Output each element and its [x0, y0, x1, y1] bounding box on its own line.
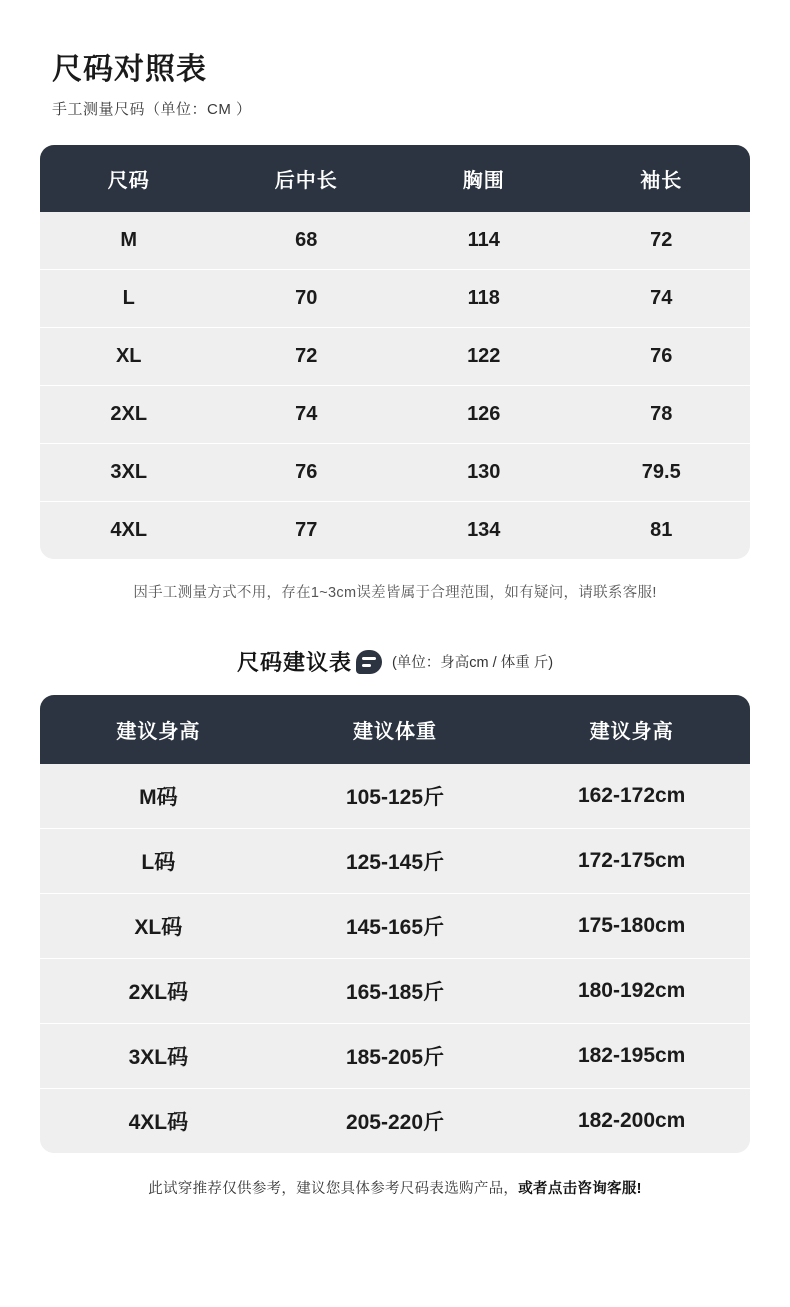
table-row	[40, 1089, 750, 1154]
cell-back-length: 76	[218, 444, 396, 502]
disclaimer-text: 此试穿推荐仅供参考，建议您具体参考尺码表选购产品，	[148, 1181, 519, 1197]
size-chart-table-body	[40, 212, 750, 559]
cell-sleeve: 78	[573, 386, 751, 444]
page-title: 尺码对照表	[52, 53, 207, 86]
contact-service-link[interactable]: 或者点击咨询客服!	[518, 1181, 642, 1197]
cell-height: 182-195cm	[513, 1024, 750, 1089]
table-row	[40, 764, 750, 829]
cell-size: 3XL码	[40, 1024, 277, 1089]
table-row	[40, 444, 750, 502]
table-row	[40, 328, 750, 386]
recommendation-table-container	[40, 695, 750, 1153]
cell-sleeve: 81	[573, 502, 751, 560]
cell-back-length: 74	[218, 386, 396, 444]
size-chart-table	[40, 145, 750, 559]
cell-bust: 122	[395, 328, 573, 386]
cell-size: L	[40, 270, 218, 328]
table-row	[40, 502, 750, 560]
column-header-sleeve: 袖长	[573, 145, 751, 212]
table-row	[40, 1024, 750, 1089]
table-row	[40, 212, 750, 270]
cell-size: M码	[40, 764, 277, 829]
table-header-row	[40, 145, 750, 212]
cell-height: 172-175cm	[513, 829, 750, 894]
cell-size: 3XL	[40, 444, 218, 502]
table-row	[40, 959, 750, 1024]
cell-size: 4XL	[40, 502, 218, 560]
cell-size: 4XL码	[40, 1089, 277, 1154]
cell-weight: 205-220斤	[277, 1089, 514, 1154]
cell-bust: 118	[395, 270, 573, 328]
cell-size: 2XL码	[40, 959, 277, 1024]
cell-bust: 114	[395, 212, 573, 270]
table-row	[40, 894, 750, 959]
column-header-suggested-size: 建议身高	[40, 695, 277, 764]
cell-sleeve: 76	[573, 328, 751, 386]
recommendation-table-body	[40, 764, 750, 1153]
cell-sleeve: 72	[573, 212, 751, 270]
cell-size: XL码	[40, 894, 277, 959]
cell-height: 180-192cm	[513, 959, 750, 1024]
recommendation-table	[40, 695, 750, 1153]
column-header-suggested-height: 建议身高	[513, 695, 750, 764]
cell-back-length: 77	[218, 502, 396, 560]
cell-height: 182-200cm	[513, 1089, 750, 1154]
cell-size: L码	[40, 829, 277, 894]
recommendation-unit: (单位：身高cm / 体重 斤)	[391, 655, 554, 671]
column-header-suggested-weight: 建议体重	[277, 695, 514, 764]
cell-size: XL	[40, 328, 218, 386]
cell-height: 162-172cm	[513, 764, 750, 829]
column-header-size: 尺码	[40, 145, 218, 212]
cell-height: 175-180cm	[513, 894, 750, 959]
cell-sleeve: 74	[573, 270, 751, 328]
cell-back-length: 70	[218, 270, 396, 328]
table-row	[40, 386, 750, 444]
column-header-back-length: 后中长	[218, 145, 396, 212]
page-subtitle: 手工测量尺码（单位：CM ）	[52, 101, 252, 118]
cell-weight: 105-125斤	[277, 764, 514, 829]
size-chart-table-container	[40, 145, 750, 559]
recommendation-header	[0, 646, 790, 677]
size-chart-table-head	[40, 145, 750, 212]
recommendation-disclaimer	[0, 1177, 790, 1198]
recommendation-title: 尺码建议表	[236, 650, 352, 675]
cell-weight: 185-205斤	[277, 1024, 514, 1089]
cell-weight: 165-185斤	[277, 959, 514, 1024]
table-row	[40, 270, 750, 328]
cell-weight: 125-145斤	[277, 829, 514, 894]
measurement-disclaimer: 因手工测量方式不用，存在1~3cm误差皆属于合理范围，如有疑问，请联系客服!	[133, 585, 657, 601]
table-row	[40, 829, 750, 894]
cell-size: M	[40, 212, 218, 270]
cell-weight: 145-165斤	[277, 894, 514, 959]
table-header-row	[40, 695, 750, 764]
cell-back-length: 68	[218, 212, 396, 270]
cell-bust: 126	[395, 386, 573, 444]
cell-bust: 134	[395, 502, 573, 560]
recommendation-table-head	[40, 695, 750, 764]
cell-sleeve: 79.5	[573, 444, 751, 502]
cell-size: 2XL	[40, 386, 218, 444]
column-header-bust: 胸围	[395, 145, 573, 212]
note-badge-icon	[356, 650, 382, 674]
cell-bust: 130	[395, 444, 573, 502]
size-chart-header	[0, 0, 790, 119]
cell-back-length: 72	[218, 328, 396, 386]
